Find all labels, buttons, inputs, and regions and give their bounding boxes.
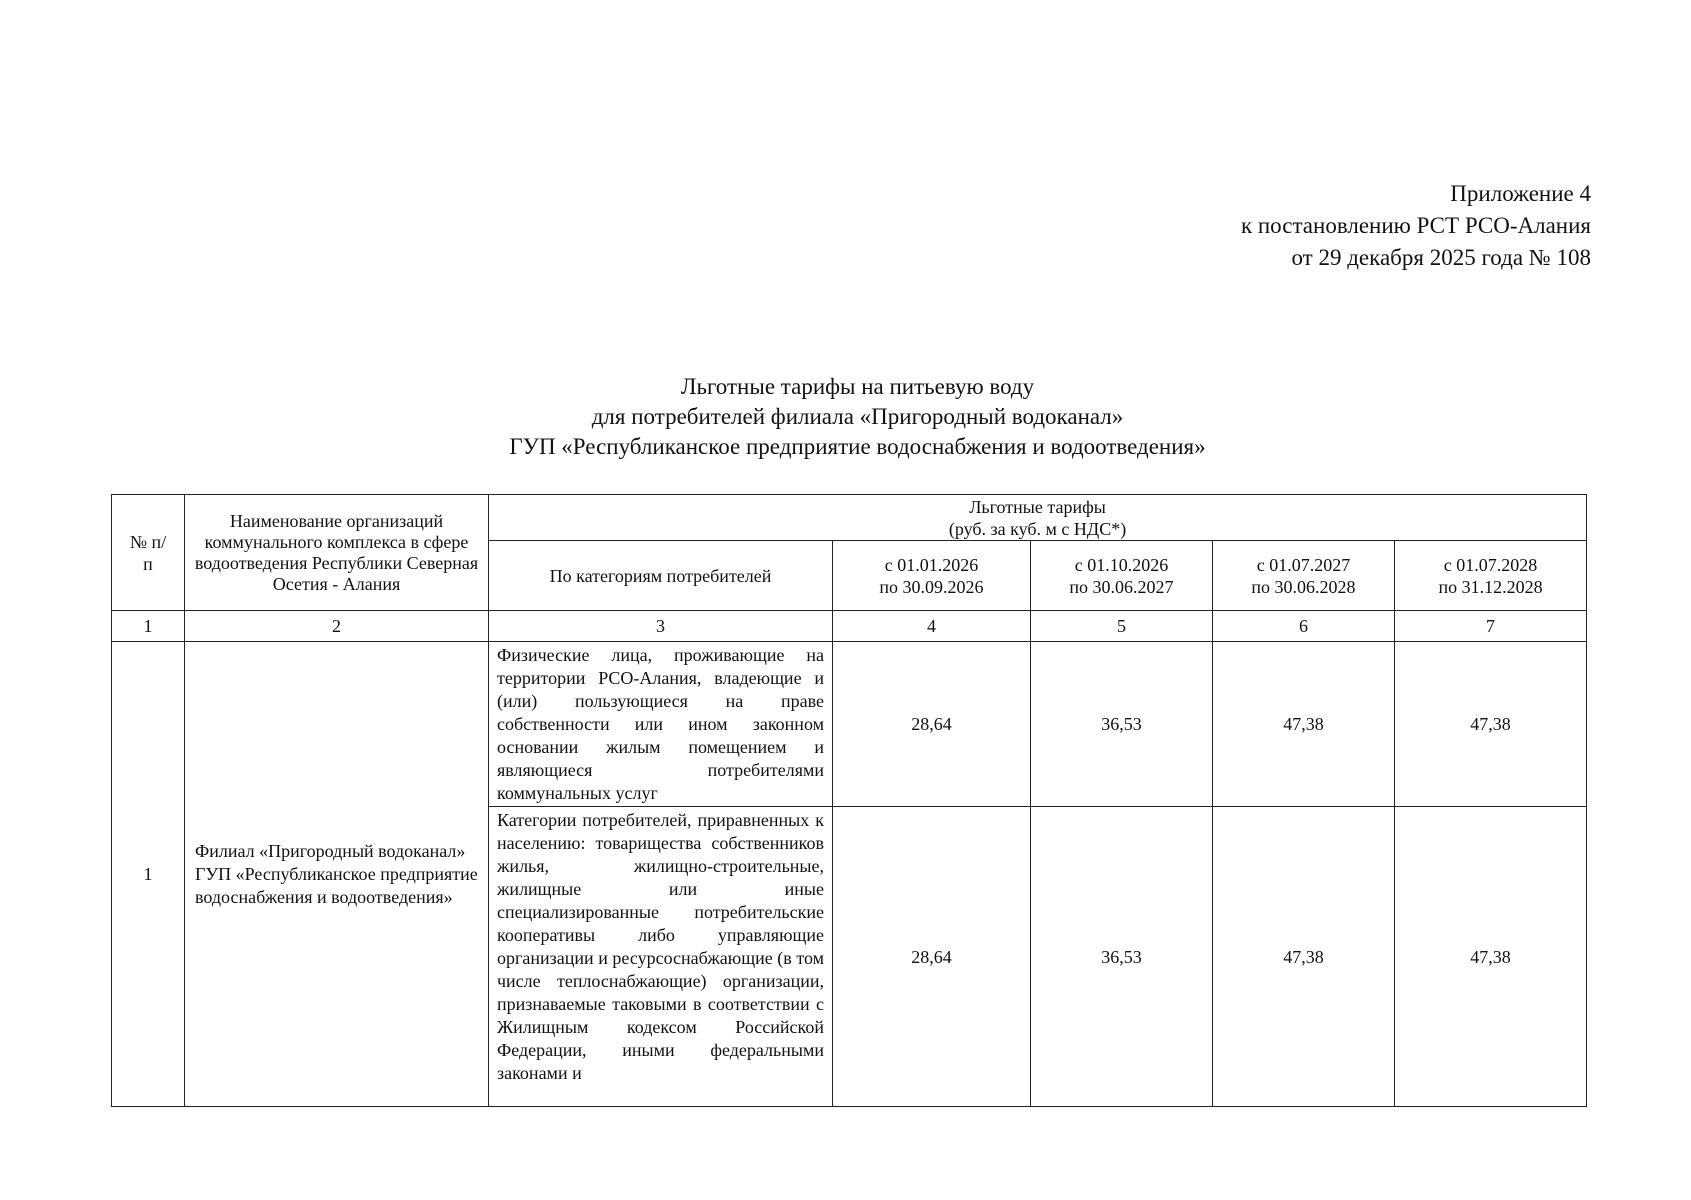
appendix-header — [1241, 178, 1591, 274]
column-number: 3 — [489, 611, 833, 642]
column-numbers-row — [112, 611, 1587, 642]
header-number-label: № п/п — [129, 531, 167, 574]
header-tariffs — [489, 495, 1587, 541]
header-period-1 — [833, 541, 1031, 611]
header-period-2 — [1031, 541, 1213, 611]
period-4-to: по 31.12.2028 — [1438, 576, 1543, 597]
header-period-3 — [1213, 541, 1395, 611]
header-period-4 — [1395, 541, 1587, 611]
table-row — [112, 642, 1587, 807]
column-number: 5 — [1031, 611, 1213, 642]
header-row-1 — [112, 495, 1587, 541]
tariff-value: 47,38 — [1395, 642, 1587, 807]
header-tariffs-title: Льготные тарифы — [969, 496, 1106, 517]
period-2-from: с 01.10.2026 — [1074, 554, 1169, 575]
period-1-to: по 30.09.2026 — [879, 576, 984, 597]
appendix-resolution: к постановлению РСТ РСО-Алания — [1240, 213, 1591, 238]
title-line-1: Льготные тарифы на питьевую воду — [680, 374, 1035, 399]
tariff-value: 47,38 — [1213, 807, 1395, 1107]
appendix-number: Приложение 4 — [1450, 181, 1591, 206]
document-title — [0, 372, 1691, 462]
header-category: По категориям потребителей — [489, 541, 833, 611]
tariff-value: 36,53 — [1031, 642, 1213, 807]
period-3-to: по 30.06.2028 — [1251, 576, 1356, 597]
period-4-from: с 01.07.2028 — [1443, 554, 1538, 575]
header-organization: Наименование организаций коммунального комплекса в сфере водоотведения Республики Северная Осетия - Алания — [185, 495, 489, 611]
title-line-3: ГУП «Республиканское предприятие водоснабжения и водоотведения» — [509, 434, 1206, 459]
tariff-value: 28,64 — [833, 807, 1031, 1107]
tariff-value: 47,38 — [1213, 642, 1395, 807]
organization-branch: Филиал «Пригородный водоканал» — [195, 840, 466, 861]
header-number — [112, 495, 185, 611]
column-number: 1 — [112, 611, 185, 642]
consumer-category: Категории потребителей, приравненных к населению: товарищества собственников жилья, жилищно-строительные, жилищные или иные специализированные потребительские кооперативы либо управляющие организации и ресурсоснабжающие (в том числе теплоснабжающие) организации, признаваемые таковыми в соответствии с Жилищным кодексом Российской Федерации, иными федеральными законами и — [489, 807, 833, 1107]
period-1-from: с 01.01.2026 — [884, 554, 979, 575]
column-number: 6 — [1213, 611, 1395, 642]
tariff-value: 28,64 — [833, 642, 1031, 807]
tariff-value: 47,38 — [1395, 807, 1587, 1107]
column-number: 4 — [833, 611, 1031, 642]
period-2-to: по 30.06.2027 — [1069, 576, 1174, 597]
appendix-date: от 29 декабря 2025 года № 108 — [1291, 245, 1591, 270]
organization-name — [185, 642, 489, 1107]
period-3-from: с 01.07.2027 — [1256, 554, 1351, 575]
tariffs-table — [111, 494, 1587, 1107]
column-number: 2 — [185, 611, 489, 642]
title-line-2: для потребителей филиала «Пригородный водоканал» — [591, 404, 1124, 429]
header-tariffs-unit: (руб. за куб. м с НДС*) — [948, 518, 1127, 539]
row-number: 1 — [112, 642, 185, 1107]
column-number: 7 — [1395, 611, 1587, 642]
organization-enterprise: ГУП «Республиканское предприятие водоснабжения и водоотведения» — [195, 863, 478, 907]
consumer-category: Физические лица, проживающие на территории РСО-Алания, владеющие и (или) пользующиеся на праве собственности или ином законном основании жилым помещением и являющиеся потребителями коммунальных услуг — [489, 642, 833, 807]
tariff-value: 36,53 — [1031, 807, 1213, 1107]
